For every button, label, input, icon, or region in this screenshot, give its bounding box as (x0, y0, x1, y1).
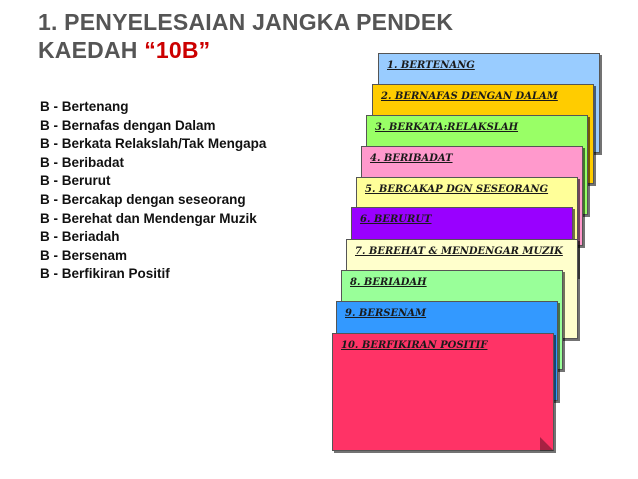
card-label: 9. BERSENAM (345, 308, 427, 319)
title-prefix: KAEDAH (38, 37, 145, 63)
card-label: 10. BERFIKIRAN POSITIF (341, 340, 488, 351)
list-item: B - Beriadah (40, 229, 120, 245)
list-item: B - Bersenam (40, 247, 128, 263)
card-label: 1. BERTENANG (387, 60, 475, 71)
card-label: 5. BERCAKAP DGN SESEORANG (365, 184, 549, 195)
list-item: B - Bernafas dengan Dalam (40, 117, 216, 133)
card-label: 4. BERIBADAT (370, 153, 453, 164)
list-item: B - Berfikiran Positif (40, 266, 170, 282)
list-item: B - Beribadat (40, 154, 125, 170)
card-label: 8. BERIADAH (350, 277, 427, 288)
list-item: B - Berkata Relakslah/Tak Mengapa (40, 136, 267, 152)
page-curl-icon (540, 437, 554, 451)
list-item: B - Berehat dan Mendengar Muzik (40, 210, 257, 226)
card-label: 3. BERKATA:RELAKSLAH (375, 122, 519, 133)
list-item: B - Bertenang (40, 99, 129, 114)
list-item: B - Bercakap dengan seseorang (40, 191, 246, 207)
card-label: 7. BEREHAT & MENDENGAR MUZIK (355, 246, 563, 257)
card-label: 2. BERNAFAS DENGAN DALAM (381, 91, 558, 102)
title-line-1: 1. PENYELESAIAN JANGKA PENDEK (38, 9, 454, 35)
method-list (40, 98, 340, 284)
title-accent: “10B” (144, 37, 211, 63)
card-10 (332, 333, 554, 451)
list-item: B - Berurut (40, 173, 111, 189)
card-label: 6. BERURUT (360, 214, 432, 225)
